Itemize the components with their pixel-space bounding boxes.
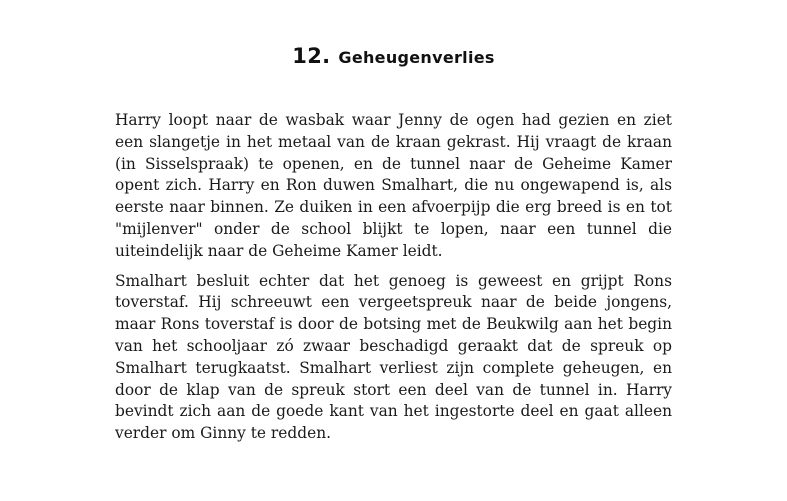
chapter-number: 12.: [292, 44, 331, 68]
body-text: [115, 110, 672, 453]
chapter-title: Geheugenverlies: [338, 48, 495, 67]
paragraph-2: Smalhart besluit echter dat het genoeg is geweest en grijpt Rons toverstaf. Hij schreeuwt een vergeetspreuk naar de beide jongens, maar Rons toverstaf is door de botsing met de Beukwilg aan het begin van het schooljaar zó zwaar beschadigd geraakt dat de spreuk op Smalhart terugkaatst. Smalhart verliest zijn complete geheugen, en door de klap van de spreuk stort een deel van de tunnel in. Harry bevindt zich aan de goede kant van het ingestorte deel en gaat alleen verder om Ginny te redden.: [115, 271, 672, 443]
paragraph-1: Harry loopt naar de wasbak waar Jenny de ogen had gezien en ziet een slangetje in het metaal van de kraan gekrast. Hij vraagt de kraan (in Sisselspraak) te openen, en de tunnel naar de Geheime Kamer opent zich. Harry en Ron duwen Smalhart, die nu ongewapend is, als eerste naar binnen. Ze duiken in een afvoerpijp die erg breed is en tot "mijlenver" onder de school blijkt te lopen, naar een tunnel die uiteindelijk naar de Geheime Kamer leidt.: [115, 111, 672, 260]
chapter-heading: [0, 44, 787, 68]
